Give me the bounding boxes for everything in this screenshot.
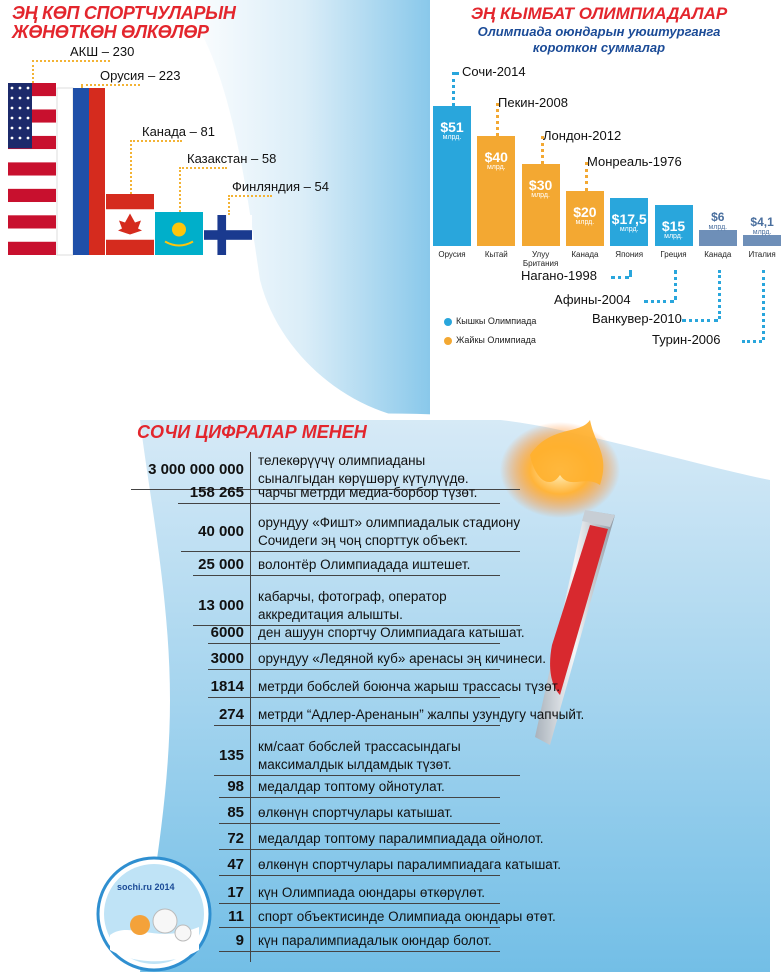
sochi-row-line-11	[219, 823, 500, 824]
olympics-game-label-1: Пекин-2008	[498, 95, 568, 110]
sochi-mascots-badge-icon	[95, 855, 213, 973]
sochi-row-line-15	[219, 927, 500, 928]
game-leader-h-6	[682, 319, 718, 322]
sochi-desc-1-line1: чарчы метрди медиа-борбор түзөт.	[258, 485, 478, 500]
sochi-number-7: 1814	[210, 678, 244, 695]
flag-bar-3	[155, 212, 203, 255]
game-leader-v-0	[452, 72, 455, 106]
cost-bar-value-6: $6	[711, 210, 725, 224]
sochi-desc-7-line1: метрди бобслей боюнча жарыш трассасы түзөт.	[258, 679, 561, 694]
sochi-desc-5-line1: ден ашуун спортчу Олимпиадага катышат.	[258, 625, 525, 640]
sochi-desc-3-line1: волонтёр Олимпиадада иштешет.	[258, 557, 471, 572]
cost-bar-value-5: $15	[661, 218, 686, 234]
flag-bar-4	[204, 215, 252, 255]
sochi-row-line-10	[219, 797, 500, 798]
sochi-divider	[250, 452, 251, 962]
cost-bar-category-1: Кытай	[484, 250, 508, 259]
cost-bar-value-2: $30	[528, 177, 553, 193]
sochi-desc-8-line1: метрди “Адлер-Аренанын” жалпы узундугу чапчыйт.	[258, 707, 585, 722]
sochi-desc-9-line1: км/саат бобслей трассасындагы	[258, 739, 461, 754]
flag-leader-v-0	[32, 60, 34, 83]
game-leader-v-1	[496, 103, 499, 136]
flag-leader-h-1	[81, 84, 140, 86]
sochi-row-line-13	[219, 875, 500, 876]
sochi-number-6: 3000	[210, 650, 244, 667]
olympics-game-label-0: Сочи-2014	[462, 64, 526, 79]
game-leader-h-5	[644, 300, 674, 303]
cost-bar-unit-2: млрд.	[531, 192, 550, 199]
cost-bar-value-1: $40	[484, 149, 508, 165]
legend-summer-dot	[444, 337, 452, 345]
flag-leader-v-1	[81, 84, 83, 88]
right-chart-title: ЭҢ КЫМБАТ ОЛИМПИАДАЛАР	[470, 4, 728, 23]
game-leader-v-2	[541, 136, 544, 164]
sochi-number-14: 17	[227, 884, 244, 901]
legend-winter-dot	[444, 318, 452, 326]
flag-leader-h-4	[228, 195, 272, 197]
sochi-desc-0-line2: сыналгыдан көрүшөрү күтүлүүдө.	[258, 471, 469, 486]
sochi-row-line-8	[214, 725, 500, 726]
cost-bar-unit-4: млрд.	[619, 226, 639, 233]
sochi-desc-4-line1: кабарчы, фотограф, оператор	[258, 589, 447, 604]
sochi-row-line-1	[178, 503, 500, 504]
game-leader-v-3	[585, 162, 588, 191]
sochi-number-15: 11	[228, 908, 244, 925]
flag-leader-h-2	[130, 140, 182, 142]
flag-label-3: Казакстан – 58	[187, 151, 277, 166]
sochi-row-line-7	[208, 697, 500, 698]
cost-bar-unit-1: млрд.	[486, 164, 506, 171]
cost-bar-unit-6: млрд.	[708, 224, 728, 231]
sochi-number-2: 40 000	[198, 523, 244, 540]
sochi-number-5: 6000	[210, 624, 244, 641]
flag-label-2: Канада – 81	[142, 124, 215, 139]
game-leader-v-5	[674, 270, 677, 300]
sochi-desc-12-line1: медалдар топтому паралимпиадада ойнолот.	[258, 831, 544, 846]
olympics-game-label-2: Лондон-2012	[543, 128, 622, 143]
flag-leader-v-3	[179, 167, 181, 212]
flag-bar-1	[57, 88, 105, 255]
sochi-number-13: 47	[227, 856, 244, 873]
sochi-row-line-16	[219, 951, 500, 952]
sochi-desc-6-line1: орундуу «Ледяной куб» аренасы эң кичинеси.	[258, 651, 546, 666]
sochi-number-0: 3 000 000 000	[148, 461, 244, 478]
olympics-game-label-5: Афины-2004	[554, 292, 631, 307]
sochi-desc-16-line1: күн паралимпиадалык оюндар болот.	[258, 933, 492, 948]
cost-bar-value-7: $4,1	[750, 215, 774, 229]
cost-bar-category-0: Орусия	[438, 250, 466, 259]
sochi-row-line-5	[208, 643, 500, 644]
left-chart-title-line2: ЖӨНӨТКӨН ӨЛКӨЛӨР	[12, 22, 209, 42]
flag-label-0: АКШ – 230	[70, 44, 135, 59]
sochi-number-8: 274	[218, 706, 244, 723]
olympics-game-label-3: Монреаль-1976	[587, 154, 682, 169]
sochi-desc-15-line1: спорт объектисинде Олимпиада оюндары өтөт.	[258, 909, 556, 924]
flag-bar-2	[106, 194, 154, 255]
olympic-torch-icon	[490, 415, 660, 755]
flag-label-4: Финляндия – 54	[232, 179, 329, 194]
sochi-row-line-14	[219, 903, 500, 904]
sochi-number-16: 9	[235, 932, 244, 949]
right-chart-subtitle-line2: короткон суммалар	[532, 40, 666, 55]
cost-bar-value-0: $51	[440, 119, 464, 135]
flag-leader-h-3	[179, 167, 227, 169]
sochi-desc-2-line2: Сочидеги эң чоң спорттук объект.	[258, 533, 468, 548]
legend-winter-label: Кышкы Олимпиада	[456, 316, 537, 326]
game-leader-v-4	[629, 270, 632, 276]
cost-bar-unit-7: млрд.	[752, 229, 772, 236]
sochi-row-line-2	[181, 551, 520, 552]
sochi-desc-11-line1: өлкөнүн спортчулары катышат.	[258, 805, 453, 820]
sochi-number-3: 25 000	[198, 556, 244, 573]
cost-bar-category-5: Греция	[660, 250, 687, 259]
olympics-game-label-4: Нагано-1998	[521, 268, 597, 283]
flag-leader-v-2	[130, 140, 132, 194]
cost-bar-category-7: Италия	[748, 250, 776, 259]
sochi-desc-0-line1: телекөрүүчү олимпиаданы	[258, 453, 426, 468]
cost-bar-category-6: Канада	[704, 250, 732, 259]
cost-bar-unit-0: млрд.	[442, 134, 462, 141]
sochi-number-1: 158 265	[189, 484, 244, 501]
legend-summer-label: Жайкы Олимпиада	[456, 335, 536, 345]
sochi-number-10: 98	[227, 778, 244, 795]
cost-bar-value-3: $20	[573, 204, 597, 220]
sochi-badge-text: sochi.ru 2014	[117, 882, 175, 892]
left-chart-title-line1: ЭҢ КӨП СПОРТЧУЛАРЫН	[12, 3, 236, 23]
cost-bar-value-4: $17,5	[611, 211, 647, 227]
sochi-desc-2-line1: орундуу «Фишт» олимпиадалык стадиону	[258, 515, 521, 530]
sochi-desc-4-line2: аккредитация алышты.	[258, 607, 403, 622]
sochi-desc-13-line1: өлкөнүн спортчулары паралимпиадага катышат.	[258, 857, 561, 872]
flag-leader-h-0	[32, 60, 110, 62]
sochi-row-line-6	[208, 669, 500, 670]
cost-bar-unit-5: млрд.	[664, 233, 683, 240]
sochi-number-9: 135	[218, 747, 244, 764]
flag-bar-0	[8, 83, 56, 255]
sochi-row-line-12	[219, 849, 500, 850]
sochi-row-line-3	[193, 575, 500, 576]
sochi-number-11: 85	[227, 804, 244, 821]
olympics-game-label-6: Ванкувер-2010	[592, 311, 682, 326]
game-leader-h-4	[611, 276, 629, 279]
cost-bar-category-3: Канада	[571, 250, 599, 259]
game-leader-v-6	[718, 270, 721, 319]
cost-bar-unit-3: млрд.	[575, 219, 595, 226]
game-leader-h-7	[742, 340, 762, 343]
cost-bar-6	[699, 230, 737, 246]
sochi-number-12: 72	[227, 830, 244, 847]
flag-leader-v-4	[228, 195, 230, 215]
olympics-game-label-7: Турин-2006	[652, 332, 721, 347]
cost-bar-category-4: Япония	[615, 250, 644, 259]
sochi-desc-9-line2: максималдык ылдамдык түзөт.	[258, 757, 452, 772]
sochi-row-line-9	[214, 775, 520, 776]
sochi-numbers-title: СОЧИ ЦИФРАЛАР МЕНЕН	[137, 422, 367, 442]
sochi-number-4: 13 000	[198, 597, 244, 614]
game-leader-v-7	[762, 270, 765, 340]
cost-bar-7	[743, 235, 781, 246]
right-chart-subtitle-line1: Олимпиада оюндарын уюштурганга	[477, 24, 721, 39]
sochi-desc-14-line1: күн Олимпиада оюндары өткөрүлөт.	[258, 885, 486, 900]
sochi-desc-10-line1: медалдар топтому ойнотулат.	[258, 779, 445, 794]
flag-label-1: Орусия – 223	[100, 68, 181, 83]
cost-bar-category-2: Улуу Британия	[522, 250, 559, 268]
